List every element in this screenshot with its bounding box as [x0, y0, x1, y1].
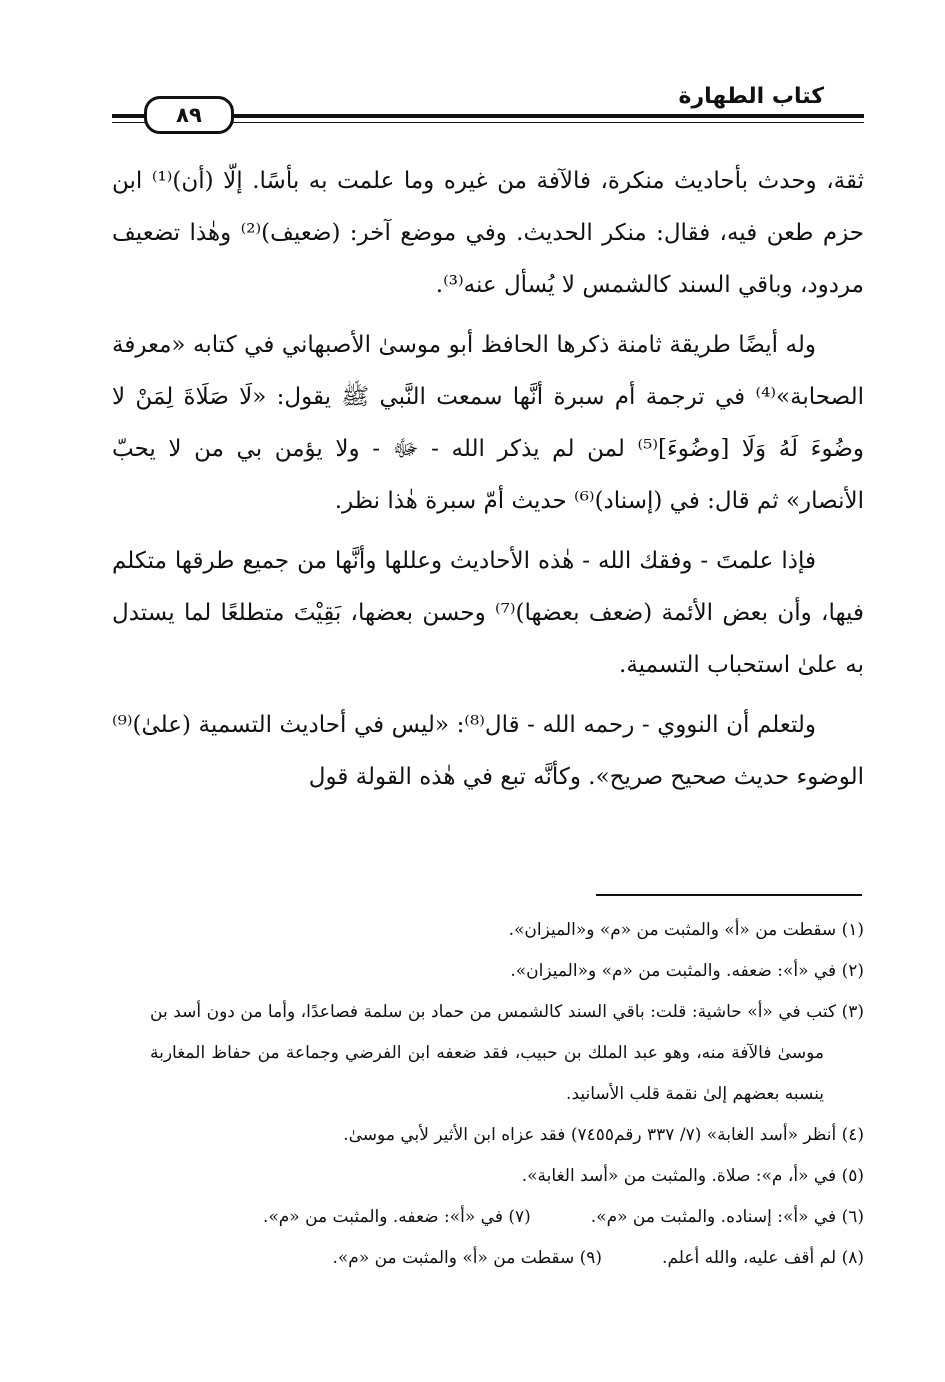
- footnote-7: (٧) في «أ»: ضعفه. والمثبت من «م».: [262, 1207, 531, 1227]
- footnote-separator: [596, 894, 862, 896]
- footnote-2: (٢) في «أ»: ضعفه. والمثبت من «م» و«الميزان».: [510, 961, 864, 981]
- paragraph-1: ثقة، وحدث بأحاديث منكرة، فالآفة من غيره وما علمت به بأسًا. إلّا (أن)⁽¹⁾ ابن حزم طعن فيه، فقال: منكر الحديث. وفي موضع آخر: (ضعيف)⁽²⁾ وهٰذا تضعيف مردود، وباقي السند كالشمس لا يُسأل عنه⁽³⁾.: [112, 168, 864, 298]
- footnote-5: (٥) في «أ، م»: صلاة. والمثبت من «أسد الغابة».: [521, 1166, 864, 1186]
- footnote-6: (٦) في «أ»: إسناده. والمثبت من «م».: [590, 1207, 864, 1227]
- footnote-4: (٤) أنظر «أسد الغابة» (٧/ ٣٣٧ رقم٧٤٥٥) فقد عزاه ابن الأثير لأبي موسىٰ.: [343, 1125, 864, 1145]
- paragraph-4: ولتعلم أن النووي - رحمه الله - قال⁽⁸⁾: «ليس في أحاديث التسمية (علىٰ)⁽⁹⁾ الوضوء حديث صحيح صريح». وكأنَّه تبع في هٰذه القولة قول: [112, 712, 864, 790]
- paragraph-2: وله أيضًا طريقة ثامنة ذكرها الحافظ أبو موسىٰ الأصبهاني في كتابه «معرفة الصحابة»⁽⁴⁾ في ترجمة أم سبرة أنَّها سمعت النَّبي ﷺ يقول: «لَا صَلَاةَ لِمَنْ لا وضُوءَ لَهُ وَلَا [وضُوءَ]⁽⁵⁾ لمن لم يذكر الله - ﷻ - ولا يؤمن بي من لا يحبّ الأنصار» ثم قال: في (إسناد)⁽⁶⁾ حديث أمّ سبرة هٰذا نظر.: [112, 332, 864, 514]
- page-header: [112, 78, 864, 134]
- footnote-3: (٣) كتب في «أ» حاشية: قلت: باقي السند كالشمس من حماد بن سلمة فصاعدًا، وأما من دون أسد بن موسىٰ فالآفة منه، وهو عبد الملك بن حبيب، فقد ضعفه ابن الفرضي وجماعة من حفاظ المغاربة ينسبه بعضهم إلىٰ نقمة قلب الأسانيد.: [150, 1002, 864, 1104]
- footnote-row-6-7: [150, 1197, 864, 1238]
- footnote-row-8-9: [150, 1238, 864, 1279]
- footnote-8: (٨) لم أقف عليه، والله أعلم.: [662, 1248, 864, 1268]
- page-number: ٨٩: [144, 96, 234, 134]
- book-title: كتاب الطهارة: [678, 84, 824, 109]
- footnote-1: (١) سقطت من «أ» والمثبت من «م» و«الميزان».: [508, 920, 864, 940]
- footnote-9: (٩) سقطت من «أ» والمثبت من «م».: [332, 1248, 603, 1268]
- main-text: [112, 155, 864, 811]
- footnotes: [150, 910, 864, 1279]
- paragraph-3: فإذا علمتَ - وفقك الله - هٰذه الأحاديث وعللها وأنَّها من جميع طرقها متكلم فيها، وأن بعض الأئمة (ضعف بعضها)⁽⁷⁾ وحسن بعضها، بَقِيْتَ متطلعًا لما يستدل به علىٰ استحباب التسمية.: [112, 548, 864, 678]
